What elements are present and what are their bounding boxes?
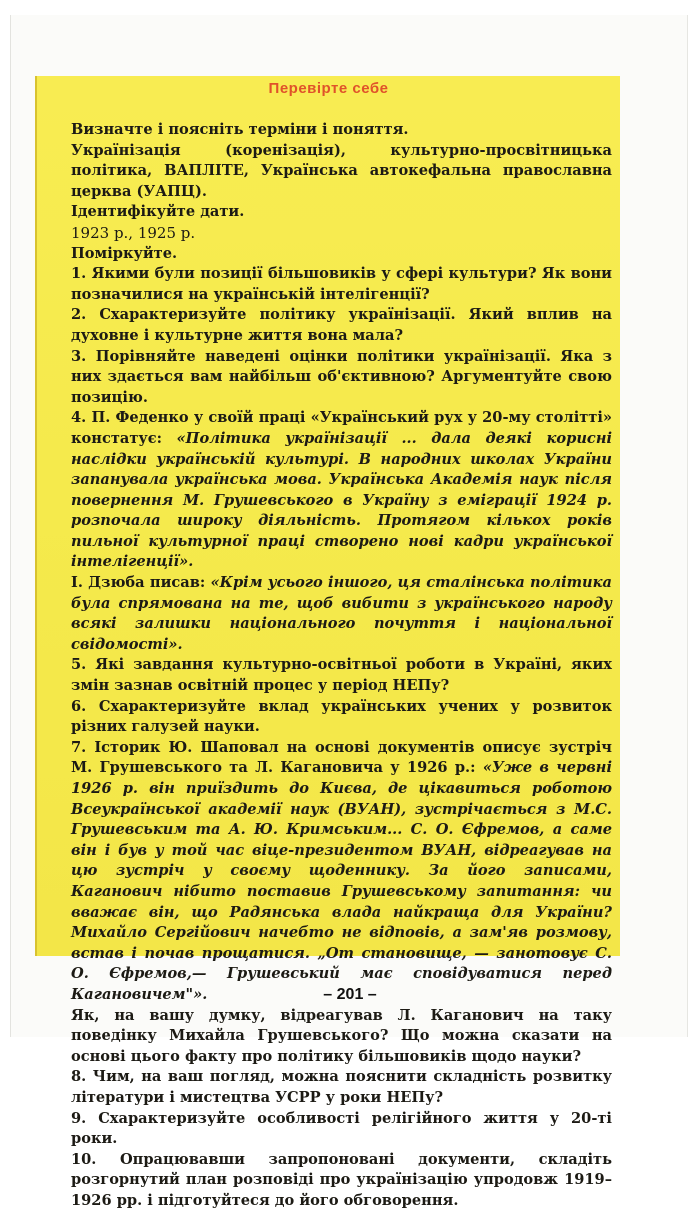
question-number: 1. <box>71 265 87 283</box>
question-1 <box>71 264 612 305</box>
question-2 <box>71 305 612 346</box>
question-text: Схарактеризуйте вклад українських учених у розвиток різних галузей науки. <box>71 697 612 736</box>
question-number: 7. <box>71 738 87 756</box>
question-number: 2. <box>71 306 87 324</box>
question-number: 4. <box>71 409 87 427</box>
quote-shapoval: «Уже в червні 1926 р. він приїздить до Києва, де цікавиться роботою Всеукраїнської академії наук (ВУАН), зустрічається з М.С. Грушевським та А. Ю. Кримським... С. О. Єфремов, а саме він і був у той час віце-президентом ВУАН, відреагував на цю зустріч у своєму щоденнику. За його записами, Каганович нібито поставив Грушевському запитання: чи вважає він, що Радянська влада найкраща для України? Михайло Сергійович начебто не відповів, а зам'яв розмову, встав і почав прощатися. „От становище, — занотовує С. О. Єфремов,— Грушевський має сповідуватися перед Кагановичем"». <box>71 759 612 1003</box>
question-number: 8. <box>71 1068 87 1086</box>
think-heading: Поміркуйте. <box>71 244 178 262</box>
question-6 <box>71 697 612 738</box>
question-text: Схарактеризуйте особливості релігійного життя у 20-ті роки. <box>71 1109 612 1148</box>
question-number: 3. <box>71 347 87 365</box>
dates-heading: Ідентифікуйте дати. <box>71 203 245 221</box>
question-text: Якими були позиції більшовиків у сфері культури? Як вони позначилися на українській інтелігенції? <box>71 265 612 303</box>
question-4-dziuba <box>71 573 612 655</box>
question-number: 9. <box>71 1109 87 1127</box>
question-text: Порівняйте наведені оцінки політики українізації. Яка з них здається вам найбільш об'єктивною? Аргументуйте свою позицію. <box>71 347 612 406</box>
quote-fedenko: «Політика українізації ... дала деякі корисні наслідки українській культурі. В народних школах України запанувала українська мова. Українська Академія наук після повернення М. Грушевського в Україну з еміграції 1924 р. розпочала широку діяльність. Протягом кількох років пильної культурної праці створено нові кадри української інтелігенції». <box>71 429 612 571</box>
question-text: Як, на вашу думку, відреагував Л. Каганович на таку поведінку Михайла Грушевського? Що можна сказати на основі цього факту про політику більшовиків щодо науки? <box>71 1006 612 1065</box>
question-7 <box>71 738 612 1006</box>
terms-text: Українізація (коренізація), культурно-просвітницька політика, ВАПЛІТЕ, Українська автокефальна православна церква (УАПЦ). <box>71 141 612 200</box>
question-10 <box>71 1150 612 1211</box>
dates-text: 1923 р., 1925 р. <box>71 223 196 242</box>
question-number: 5. <box>71 656 87 674</box>
question-text: Чим, на ваш погляд, можна пояснити складність розвитку літератури і мистецтва УСРР у роки НЕПу? <box>71 1068 612 1106</box>
quote-dziuba: «Крім усього іншого, ця сталінська політика була спрямована на те, щоб вибити з українського народу всякі залишки національного почуття і національної свідомості». <box>71 574 613 653</box>
question-text: Які завдання культурно-освітньої роботи в Україні, яких змін зазнав освітній процес у період НЕПу? <box>71 656 612 695</box>
question-8 <box>71 1067 612 1108</box>
box-title: Перевірте себе <box>268 80 389 97</box>
page-number: – 201 – <box>323 986 377 1003</box>
question-3 <box>71 347 612 409</box>
terms-heading: Визначте і поясніть терміни і поняття. <box>71 121 409 138</box>
question-text: Історик Ю. Шаповал на основі документів описує зустріч М. Грушевського та Л. Кагановича у 1926 р.: <box>71 738 612 777</box>
question-4 <box>71 408 612 573</box>
question-text: Схарактеризуйте політику українізації. Який вплив на духовне і культурне життя вона мала? <box>71 306 612 344</box>
question-text: П. Феденко у своїй праці «Український рух у 20-му столітті» констатує: <box>71 409 612 447</box>
question-7-followup <box>71 1006 612 1068</box>
question-number: 6. <box>71 697 87 715</box>
box-content <box>71 120 612 1211</box>
question-number: 10. <box>71 1150 97 1168</box>
question-text: Опрацювавши запропоновані документи, складіть розгорнутий план розповіді про українізацію упродовж 1919–1926 рр. і підготуйтеся до його обговорення. <box>71 1150 612 1209</box>
question-9 <box>71 1109 612 1150</box>
question-5 <box>71 655 612 696</box>
question-text: І. Дзюба писав: <box>71 574 211 592</box>
